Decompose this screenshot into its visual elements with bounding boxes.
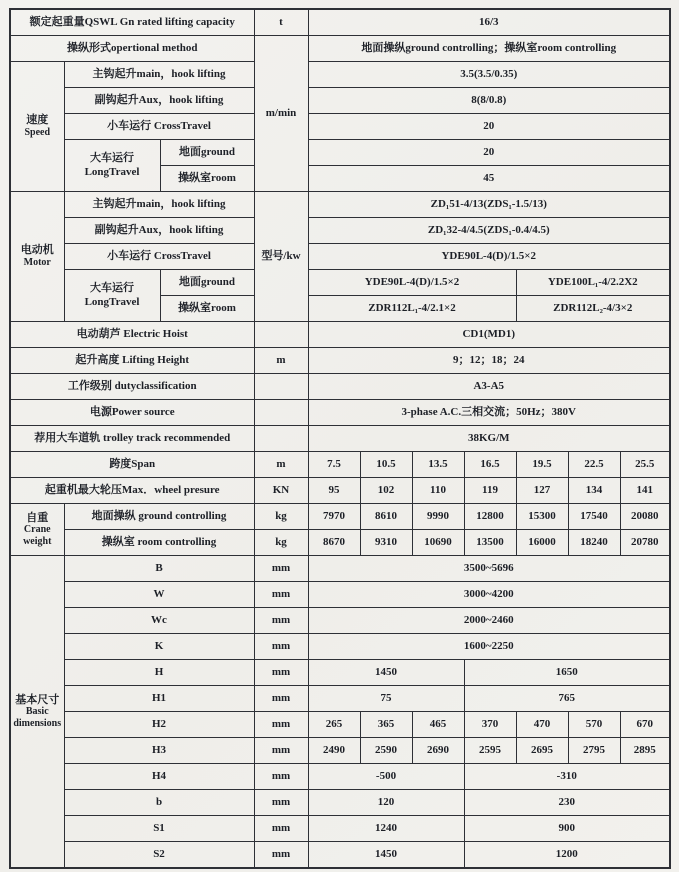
row-dimension-H1 xyxy=(10,686,670,712)
track-recommended-unit xyxy=(254,426,308,452)
dimension-Wc-label: Wc xyxy=(64,608,254,634)
speed-ground-value: 20 xyxy=(308,140,670,166)
row-motor-main-hook xyxy=(10,192,670,218)
row-dimension-B xyxy=(10,556,670,582)
weight-room-unit: kg xyxy=(254,530,308,556)
dimension-S2-value-right: 1200 xyxy=(464,842,670,869)
motor-room-value-left: ZDR112L₁-4/2.1×2 xyxy=(308,296,516,322)
dimension-S2-unit: mm xyxy=(254,842,308,869)
speed-main-hook-label: 主钩起升main，hook lifting xyxy=(64,62,254,88)
dimension-H1-value-right: 765 xyxy=(464,686,670,712)
dimension-H-unit: mm xyxy=(254,660,308,686)
lifting-height-label: 起升高度 Lifting Height xyxy=(10,348,254,374)
row-speed-aux-hook xyxy=(10,88,670,114)
dimension-H2-label: H2 xyxy=(64,712,254,738)
dimension-H1-unit: mm xyxy=(254,686,308,712)
rated-capacity-label: 额定起重量QSWL Gn rated lifting capacity xyxy=(10,9,254,36)
motor-cross-travel-value: YDE90L-4(D)/1.5×2 xyxy=(308,244,670,270)
dimension-Wc-unit: mm xyxy=(254,608,308,634)
wheel-pressure-value-2: 110 xyxy=(412,478,464,504)
weight-ground-value-0: 7970 xyxy=(308,504,360,530)
row-dimension-H3 xyxy=(10,738,670,764)
dimension-H-value-right: 1650 xyxy=(464,660,670,686)
power-source-value: 3-phase A.C.三相交流；50Hz；380V xyxy=(308,400,670,426)
dimension-H-value-left: 1450 xyxy=(308,660,464,686)
weight-room-value-6: 20780 xyxy=(620,530,670,556)
speed-group-label: 速度 Speed xyxy=(10,62,64,192)
dimension-S1-unit: mm xyxy=(254,816,308,842)
row-wheel-pressure xyxy=(10,478,670,504)
span-value-2: 13.5 xyxy=(412,452,464,478)
dimension-K-value: 1600~2250 xyxy=(308,634,670,660)
motor-main-hook-value: ZD₁51-4/13(ZDS₁-1.5/13) xyxy=(308,192,670,218)
speed-ground-label: 地面ground xyxy=(160,140,254,166)
dimension-B-value: 3500~5696 xyxy=(308,556,670,582)
motor-aux-hook-label: 副钩起升Aux，hook lifting xyxy=(64,218,254,244)
row-motor-cross-travel xyxy=(10,244,670,270)
row-dimension-W xyxy=(10,582,670,608)
dimension-H3-label: H3 xyxy=(64,738,254,764)
row-speed-long-travel-ground xyxy=(10,140,670,166)
weight-room-value-4: 16000 xyxy=(516,530,568,556)
duty-classification-unit xyxy=(254,374,308,400)
speed-room-label: 操纵室room xyxy=(160,166,254,192)
dimension-W-label: W xyxy=(64,582,254,608)
dimension-H-label: H xyxy=(64,660,254,686)
operational-method-value: 地面操纵ground controlling；操纵室room controlling xyxy=(308,36,670,62)
wheel-pressure-value-5: 134 xyxy=(568,478,620,504)
dimension-H4-value-left: -500 xyxy=(308,764,464,790)
dimension-b-value-right: 230 xyxy=(464,790,670,816)
power-source-label: 电源Power source xyxy=(10,400,254,426)
dimension-b-unit: mm xyxy=(254,790,308,816)
speed-aux-hook-value: 8(8/0.8) xyxy=(308,88,670,114)
weight-ground-label: 地面操纵 ground controlling xyxy=(64,504,254,530)
motor-room-label: 操纵室room xyxy=(160,296,254,322)
dimension-H2-value-6: 670 xyxy=(620,712,670,738)
dimension-H1-label: H1 xyxy=(64,686,254,712)
dimension-H3-value-0: 2490 xyxy=(308,738,360,764)
span-value-0: 7.5 xyxy=(308,452,360,478)
rated-capacity-unit: t xyxy=(254,9,308,36)
row-electric-hoist xyxy=(10,322,670,348)
dimension-H3-unit: mm xyxy=(254,738,308,764)
electric-hoist-unit xyxy=(254,322,308,348)
weight-room-value-3: 13500 xyxy=(464,530,516,556)
span-unit: m xyxy=(254,452,308,478)
dimension-W-value: 3000~4200 xyxy=(308,582,670,608)
dimension-B-unit: mm xyxy=(254,556,308,582)
weight-ground-unit: kg xyxy=(254,504,308,530)
weight-ground-value-1: 8610 xyxy=(360,504,412,530)
row-weight-room xyxy=(10,530,670,556)
row-power-source xyxy=(10,400,670,426)
dimension-H2-value-2: 465 xyxy=(412,712,464,738)
dimension-S1-label: S1 xyxy=(64,816,254,842)
wheel-pressure-value-0: 95 xyxy=(308,478,360,504)
row-motor-aux-hook xyxy=(10,218,670,244)
weight-ground-value-4: 15300 xyxy=(516,504,568,530)
row-dimension-S1 xyxy=(10,816,670,842)
dimension-S2-value-left: 1450 xyxy=(308,842,464,869)
dimension-b-value-left: 120 xyxy=(308,790,464,816)
power-source-unit xyxy=(254,400,308,426)
row-weight-ground xyxy=(10,504,670,530)
wheel-pressure-value-3: 119 xyxy=(464,478,516,504)
specification-table xyxy=(9,8,671,869)
dimension-H2-value-0: 265 xyxy=(308,712,360,738)
wheel-pressure-unit: KN xyxy=(254,478,308,504)
speed-aux-hook-label: 副钩起升Aux，hook lifting xyxy=(64,88,254,114)
basic-dimensions-group-label: 基本尺寸 Basic dimensions xyxy=(10,556,64,869)
speed-cross-travel-value: 20 xyxy=(308,114,670,140)
duty-classification-value: A3-A5 xyxy=(308,374,670,400)
dimension-K-label: K xyxy=(64,634,254,660)
speed-main-hook-value: 3.5(3.5/0.35) xyxy=(308,62,670,88)
motor-unit: 型号/kw xyxy=(254,192,308,322)
dimension-H2-value-3: 370 xyxy=(464,712,516,738)
row-operational-method xyxy=(10,36,670,62)
dimension-H4-unit: mm xyxy=(254,764,308,790)
weight-room-label: 操纵室 room controlling xyxy=(64,530,254,556)
row-lifting-height xyxy=(10,348,670,374)
dimension-H3-value-2: 2690 xyxy=(412,738,464,764)
motor-long-travel-label: 大车运行 LongTravel xyxy=(64,270,160,322)
operational-method-label: 操纵形式opertional method xyxy=(10,36,254,62)
row-dimension-H4 xyxy=(10,764,670,790)
lifting-height-unit: m xyxy=(254,348,308,374)
row-dimension-S2 xyxy=(10,842,670,869)
dimension-H4-label: H4 xyxy=(64,764,254,790)
wheel-pressure-value-6: 141 xyxy=(620,478,670,504)
electric-hoist-value: CD1(MD1) xyxy=(308,322,670,348)
track-recommended-value: 38KG/M xyxy=(308,426,670,452)
row-speed-main-hook xyxy=(10,62,670,88)
dimension-S1-value-left: 1240 xyxy=(308,816,464,842)
dimension-Wc-value: 2000~2460 xyxy=(308,608,670,634)
motor-main-hook-label: 主钩起升main，hook lifting xyxy=(64,192,254,218)
dimension-H3-value-3: 2595 xyxy=(464,738,516,764)
dimension-H3-value-1: 2590 xyxy=(360,738,412,764)
speed-room-value: 45 xyxy=(308,166,670,192)
span-value-6: 25.5 xyxy=(620,452,670,478)
dimension-H3-value-4: 2695 xyxy=(516,738,568,764)
dimension-H4-value-right: -310 xyxy=(464,764,670,790)
wheel-pressure-value-4: 127 xyxy=(516,478,568,504)
wheel-pressure-label: 起重机最大轮压Max．wheel presure xyxy=(10,478,254,504)
row-dimension-Wc xyxy=(10,608,670,634)
motor-room-value-right: ZDR112L₂-4/3×2 xyxy=(516,296,670,322)
row-speed-cross-travel xyxy=(10,114,670,140)
weight-ground-value-6: 20080 xyxy=(620,504,670,530)
rated-capacity-value: 16/3 xyxy=(308,9,670,36)
row-motor-long-travel-ground xyxy=(10,270,670,296)
row-span xyxy=(10,452,670,478)
speed-unit: m/min xyxy=(254,36,308,192)
dimension-K-unit: mm xyxy=(254,634,308,660)
dimension-b-label: b xyxy=(64,790,254,816)
weight-room-value-2: 10690 xyxy=(412,530,464,556)
row-duty-classification xyxy=(10,374,670,400)
dimension-H3-value-5: 2795 xyxy=(568,738,620,764)
dimension-H2-value-5: 570 xyxy=(568,712,620,738)
electric-hoist-label: 电动葫芦 Electric Hoist xyxy=(10,322,254,348)
lifting-height-value: 9；12；18；24 xyxy=(308,348,670,374)
motor-aux-hook-value: ZD₁32-4/4.5(ZDS₁-0.4/4.5) xyxy=(308,218,670,244)
row-track-recommended xyxy=(10,426,670,452)
span-value-5: 22.5 xyxy=(568,452,620,478)
row-rated-capacity xyxy=(10,9,670,36)
motor-ground-value-left: YDE90L-4(D)/1.5×2 xyxy=(308,270,516,296)
motor-group-label: 电动机 Motor xyxy=(10,192,64,322)
span-value-4: 19.5 xyxy=(516,452,568,478)
speed-cross-travel-label: 小车运行 CrossTravel xyxy=(64,114,254,140)
weight-room-value-1: 9310 xyxy=(360,530,412,556)
speed-long-travel-label: 大车运行 LongTravel xyxy=(64,140,160,192)
row-dimension-K xyxy=(10,634,670,660)
row-dimension-b xyxy=(10,790,670,816)
dimension-H3-value-6: 2895 xyxy=(620,738,670,764)
crane-weight-group-label: 自重 Crane weight xyxy=(10,504,64,556)
dimension-B-label: B xyxy=(64,556,254,582)
duty-classification-label: 工作级别 dutyclassification xyxy=(10,374,254,400)
weight-room-value-0: 8670 xyxy=(308,530,360,556)
weight-room-value-5: 18240 xyxy=(568,530,620,556)
dimension-H1-value-left: 75 xyxy=(308,686,464,712)
row-dimension-H2 xyxy=(10,712,670,738)
dimension-S1-value-right: 900 xyxy=(464,816,670,842)
dimension-W-unit: mm xyxy=(254,582,308,608)
dimension-H2-value-4: 470 xyxy=(516,712,568,738)
span-value-1: 10.5 xyxy=(360,452,412,478)
weight-ground-value-2: 9990 xyxy=(412,504,464,530)
wheel-pressure-value-1: 102 xyxy=(360,478,412,504)
span-value-3: 16.5 xyxy=(464,452,516,478)
motor-cross-travel-label: 小车运行 CrossTravel xyxy=(64,244,254,270)
track-recommended-label: 荐用大车道轨 trolley track recommended xyxy=(10,426,254,452)
motor-ground-label: 地面ground xyxy=(160,270,254,296)
weight-ground-value-5: 17540 xyxy=(568,504,620,530)
span-label: 跨度Span xyxy=(10,452,254,478)
row-dimension-H xyxy=(10,660,670,686)
motor-ground-value-right: YDE100L₁-4/2.2X2 xyxy=(516,270,670,296)
weight-ground-value-3: 12800 xyxy=(464,504,516,530)
dimension-S2-label: S2 xyxy=(64,842,254,869)
dimension-H2-unit: mm xyxy=(254,712,308,738)
dimension-H2-value-1: 365 xyxy=(360,712,412,738)
